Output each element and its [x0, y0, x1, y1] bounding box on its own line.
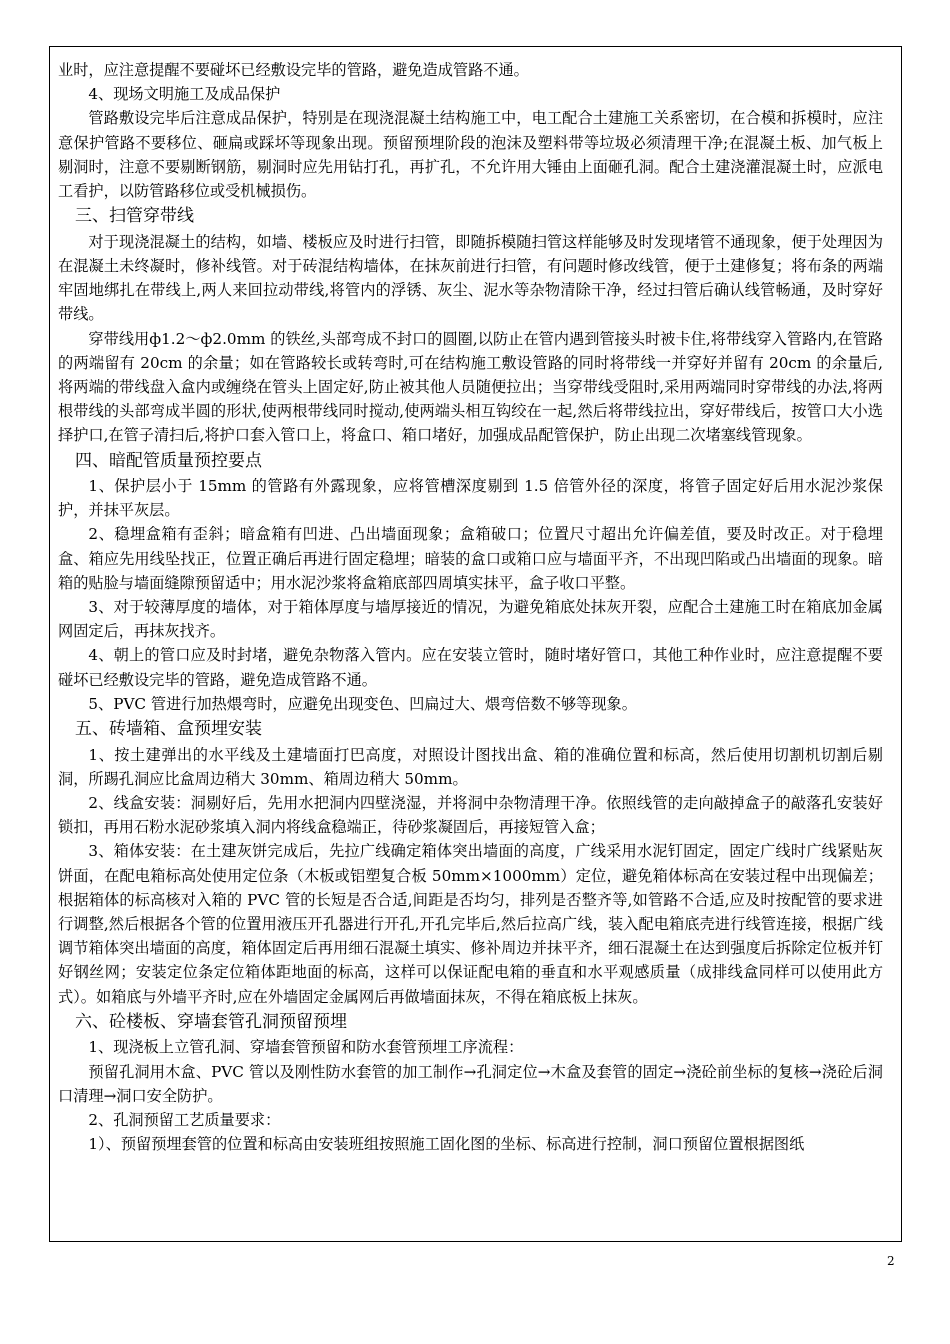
- body-paragraph: 对于现浇混凝土的结构，如墙、楼板应及时进行扫管，即随拆模随扫管这样能够及时发现堵管不通现象，便于处理因为在混凝土未终凝时，修补线管。对于砖混结构墙体，在抹灰前进行扫管，有问题时修改线管，便于土建修复；将布条的两端牢固地绑扎在带线上,两人来回拉动带线,将管内的浮锈、灰尘、泥水等杂物清除干净，经过扫管后确认线管畅通，及时穿好带线。: [58, 232, 883, 324]
- body-paragraph: 4、朝上的管口应及时封堵，避免杂物落入管内。应在安装立管时，随时堵好管口，其他工种作业时，应注意提醒不要碰坏已经敷设完毕的管路，避免造成管路不通。: [58, 646, 883, 689]
- body-paragraph: 穿带线用ф1.2～ф2.0mm 的铁丝,头部弯成不封口的圆圈,以防止在管内遇到管接头时被卡住,将带线穿入管路内,在管路的两端留有 20cm 的余量；如在管路较长或转弯时,可在结构施工敷设管路的同时将带线一并穿好并留有 20cm 的余量后,将两端的带线盘入盒内或缠绕在管头上固定好,防止被其他人员随便拉出；当穿带线受阻时,采用两端同时穿带线的办法,将两根带线的头部弯成半圆的形状,使两根带线同时搅动,使两端头相互钩绞在一起,然后将带线拉出，穿好带线后，按管口大小选择护口,在管子清扫后,将护口套入管口上，将盒口、箱口堵好，加强成品配管保护，防止出现二次堵塞线管现象。: [58, 329, 883, 445]
- body-paragraph: 2、稳埋盒箱有歪斜；暗盒箱有凹进、凸出墙面现象；盒箱破口；位置尺寸超出允许偏差值，要及时改正。对于稳埋盒、箱应先用线坠找正，位置正确后再进行固定稳埋；暗装的盒口或箱口应与墙面平齐，不出现凹陷或凸出墙面的现象。暗箱的贴脸与墙面缝隙预留适中；用水泥沙浆将盒箱底部四周填实抹平，盒子收口平整。: [58, 525, 883, 592]
- body-paragraph: 3、箱体安装：在土建灰饼完成后，先拉广线确定箱体突出墙面的高度，广线采用水泥钉固定，固定广线时广线紧贴灰饼面，在配电箱标高处使用定位条（木板或铝塑复合板 50mm×1000mm）定位，避免箱体标高在安装过程中出现偏差；根据箱体的标高核对入箱的 PVC 管的长短是否合适,间距是否均匀，排列是否整齐等,如管路不合适,应及时按配管的要求进行调整,然后根据各个管的位置用液压开孔器进行开孔,开孔完毕后,然后拉高广线，装入配电箱底壳进行线管连接，根据广线调节箱体突出墙面的高度，箱体固定后再用细石混凝土填实、修补周边并抹平齐，细石混凝土在达到强度后拆除定位板并钉好钢丝网；安装定位条定位箱体距地面的标高，这样可以保证配电箱的垂直和水平观感质量（成排线盒同样可以使用此方式）。如箱底与外墙平齐时,应在外墙固定金属网后再做墙面抹灰，不得在箱底板上抹灰。: [58, 842, 883, 1006]
- body-paragraph: 1、按土建弹出的水平线及土建墙面打巴高度，对照设计图找出盒、箱的准确位置和标高，然后使用切割机切割后剔洞，所踢孔洞应比盒周边稍大 30mm、箱周边稍大 50mm。: [58, 745, 883, 788]
- page-number: 2: [887, 1254, 895, 1268]
- body-paragraph: 3、对于较薄厚度的墙体，对于箱体厚度与墙厚接近的情况，为避免箱底处抹灰开裂，应配合土建施工时在箱底加金属网固定后，再抹灰找齐。: [58, 598, 883, 641]
- continuation-paragraph: 业时，应注意提醒不要碰坏已经敷设完毕的管路，避免造成管路不通。: [58, 61, 529, 79]
- subsection-heading: 4、现场文明施工及成品保护: [88, 85, 281, 104]
- body-paragraph: 1、现浇板上立管孔洞、穿墙套管预留和防水套管预埋工序流程：: [88, 1038, 524, 1057]
- body-paragraph: 1、保护层小于 15mm 的管路有外露现象，应将管槽深度剔到 1.5 倍管外径的深度，将管子固定好后用水泥沙浆保护，并抹平灰层。: [58, 477, 883, 520]
- document-frame: [49, 46, 902, 1242]
- body-paragraph: 预留孔洞用木盒、PVC 管以及刚性防水套管的加工制作→孔洞定位→木盒及套管的固定→浇砼前坐标的复核→浇砼后洞口清理→洞口安全防护。: [58, 1062, 883, 1105]
- body-paragraph: 管路敷设完毕后注意成品保护，特别是在现浇混凝土结构施工中，电工配合土建施工关系密切，在合模和拆模时，应注意保护管路不要移位、砸扁或踩坏等现象出现。预留预埋阶段的泡沫及塑料带等垃圾必须清理干净;在混凝土板、加气板上剔洞时，注意不要剔断钢筋，剔洞时应先用钻打孔，再扩孔，不允许用大锤由上面砸孔洞。配合土建浇灌混凝土时，应派电工看护，以防管路移位或受机械损伤。: [58, 109, 883, 201]
- body-paragraph: 5、PVC 管进行加热煨弯时，应避免出现变色、凹扁过大、煨弯倍数不够等现象。: [88, 694, 637, 713]
- section-heading: 五、砖墙箱、盒预埋安装: [75, 719, 262, 740]
- body-paragraph: 2、线盒安装：洞剔好后，先用水把洞内四壁浇湿，并将洞中杂物清理干净。依照线管的走向敲掉盒子的敲落孔安装好锁扣，再用石粉水泥砂浆填入洞内将线盒稳端正，待砂浆凝固后，再接短管入盒；: [58, 793, 883, 837]
- section-heading: 六、砼楼板、穿墙套管孔洞预留预埋: [75, 1011, 347, 1032]
- body-paragraph: 2、孔洞预留工艺质量要求：: [88, 1110, 281, 1129]
- body-paragraph: 1）、预留预埋套管的位置和标高由安装班组按照施工固化图的坐标、标高进行控制，洞口预留位置根据图纸: [88, 1135, 805, 1154]
- section-heading: 三、扫管穿带线: [75, 206, 194, 227]
- section-heading: 四、暗配管质量预控要点: [75, 450, 262, 471]
